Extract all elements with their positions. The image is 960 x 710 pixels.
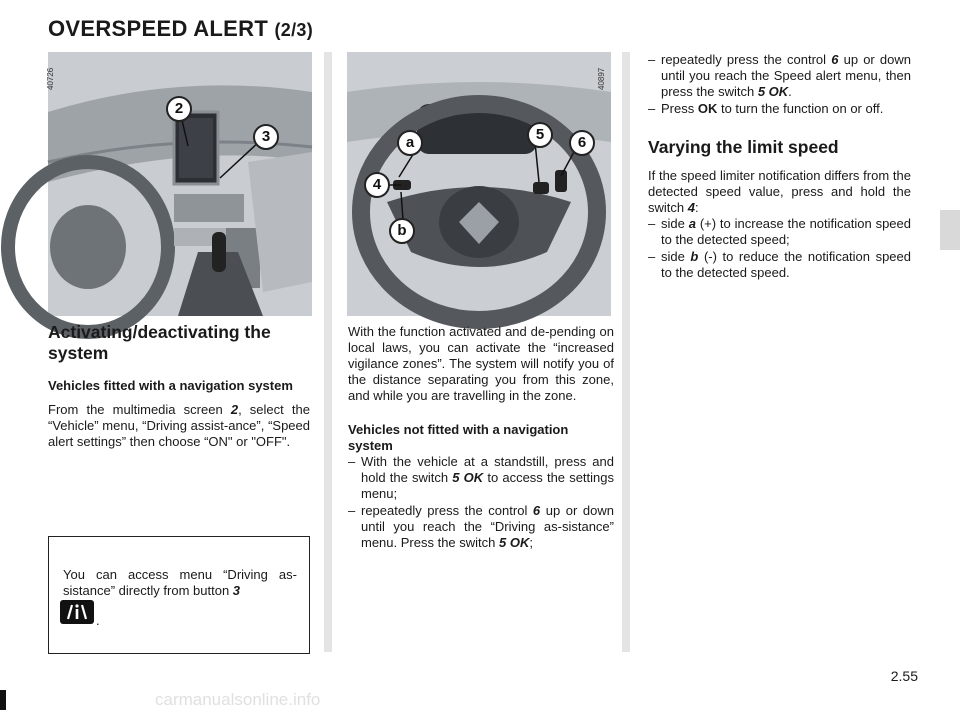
info-note-text: You can access menu “Driving as-sistance” directly from button 3 <box>63 567 297 598</box>
callout-3: 3 <box>253 124 279 150</box>
paragraph-vigilance-zones: With the function activated and de-pending on local laws, you can activate the “increased vigilance zones”. The system will notify you of the distance separating you from this zone, and while you are travelling in the zone. <box>348 324 614 403</box>
page-title-text: OVERSPEED ALERT <box>48 16 269 41</box>
info-note-box <box>48 536 310 654</box>
callout-6: 6 <box>569 130 595 156</box>
page-title-suffix: (2/3) <box>274 20 313 40</box>
steering-wheel-photo <box>347 52 611 316</box>
list-item: – repeatedly press the control 6 up or down until you reach the Speed alert menu, then press the switch 5 OK. <box>648 52 911 99</box>
info-note-end: . <box>96 613 100 628</box>
callout-leaders-left <box>48 52 312 316</box>
list-item: – side a (+) to increase the notification speed to the detected speed; <box>648 216 911 247</box>
column-divider-1 <box>324 52 332 652</box>
page-number: 2.55 <box>890 668 918 684</box>
page-edge-mark <box>0 690 6 710</box>
list-item: – Press OK to turn the function on or off. <box>648 101 884 116</box>
column-divider-2 <box>622 52 630 652</box>
dashboard-photo <box>48 52 312 316</box>
callout-b: b <box>389 218 415 244</box>
figure-code-right: 40897 <box>597 67 606 90</box>
list-item: – With the vehicle at a standstill, press and hold the switch 5 OK to access the settings menu; <box>348 454 615 501</box>
callout-2: 2 <box>166 96 192 122</box>
subheading-nav-not-fitted: Vehicles not fitted with a navigation system <box>348 422 569 453</box>
list-item: – side b (-) to reduce the notification speed to the detected speed. <box>648 249 911 280</box>
page-title <box>48 16 313 42</box>
paragraph-limit-speed: If the speed limiter notification differs from the detected speed value, press and hold the switch 4: <box>648 168 911 215</box>
figure-code-left: 40726 <box>46 67 55 90</box>
callout-4: 4 <box>364 172 390 198</box>
column-3-text <box>648 52 911 282</box>
section-thumb-tab <box>940 210 960 250</box>
driving-assistance-button-icon <box>60 600 94 624</box>
callout-5: 5 <box>527 122 553 148</box>
watermark: carmanualsonline.info <box>155 690 321 709</box>
list-item: – repeatedly press the control 6 up or down until you reach the “Driving as-sistance” menu. Press the switch 5 OK; <box>348 503 614 550</box>
section-heading-varying: Varying the limit speed <box>648 137 839 157</box>
paragraph-multimedia: From the multimedia screen 2, select the “Vehicle” menu, “Driving assist-ance”, “Speed alert settings” then choose “ON" or "OFF". <box>48 402 310 449</box>
column-2-text <box>348 324 614 552</box>
column-1-text <box>48 322 310 462</box>
callout-a: a <box>397 130 423 156</box>
section-heading-activating: Activating/deactivating the system <box>48 322 271 363</box>
subheading-nav-fitted: Vehicles fitted with a navigation system <box>48 378 293 393</box>
